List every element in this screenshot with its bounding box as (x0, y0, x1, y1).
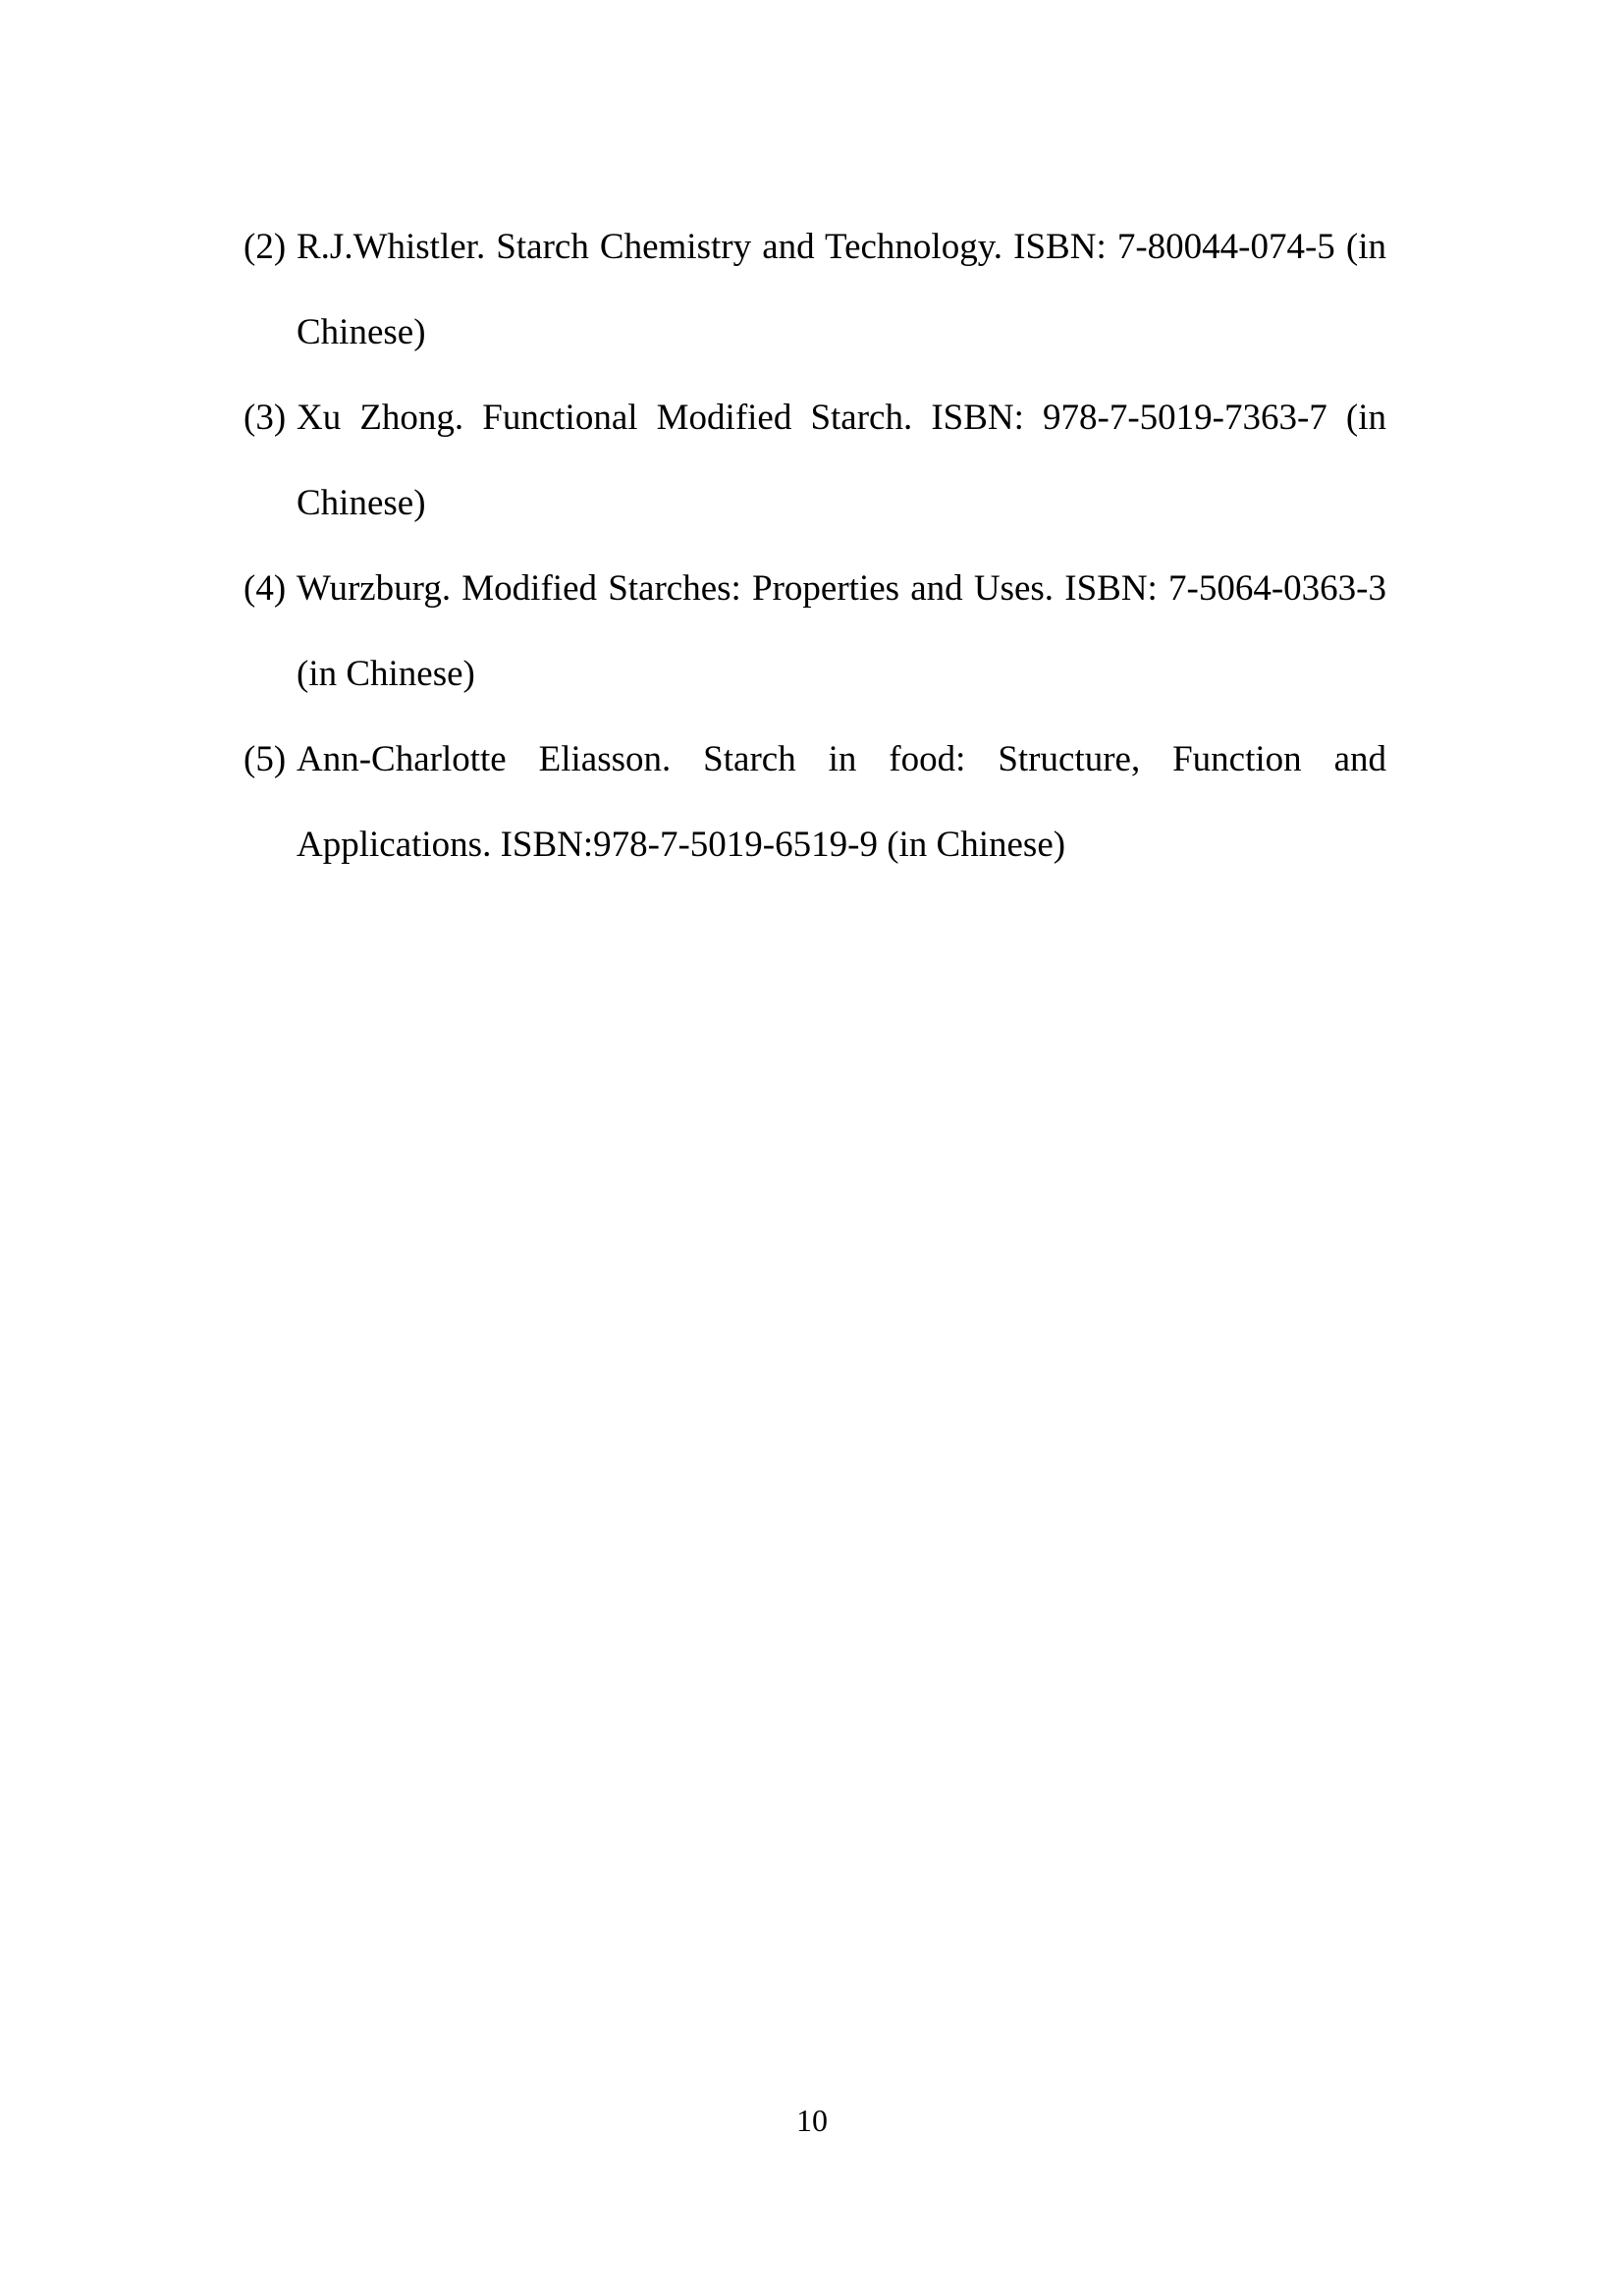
reference-item (244, 375, 1386, 546)
reference-number: (4) (244, 568, 287, 609)
reference-item (244, 546, 1386, 717)
page-number: 10 (796, 2103, 828, 2138)
reference-text: R.J.Whistler. Starch Chemistry and Technology. ISBN: 7-80044-074-5 (in Chinese) (297, 227, 1386, 352)
reference-item (244, 717, 1386, 887)
reference-number: (5) (244, 739, 287, 779)
reference-number: (2) (244, 227, 287, 267)
reference-text: Xu Zhong. Functional Modified Starch. ISBN: 978-7-5019-7363-7 (in Chinese) (297, 398, 1386, 523)
reference-item (244, 204, 1386, 375)
reference-text: Wurzburg. Modified Starches: Properties and Uses. ISBN: 7-5064-0363-3 (in Chinese) (297, 568, 1386, 694)
reference-text: Ann-Charlotte Eliasson. Starch in food: Structure, Function and Applications. ISBN:978-7-5019-6519-9 (in Chinese) (297, 739, 1386, 865)
reference-list (244, 204, 1386, 887)
reference-number: (3) (244, 398, 287, 438)
